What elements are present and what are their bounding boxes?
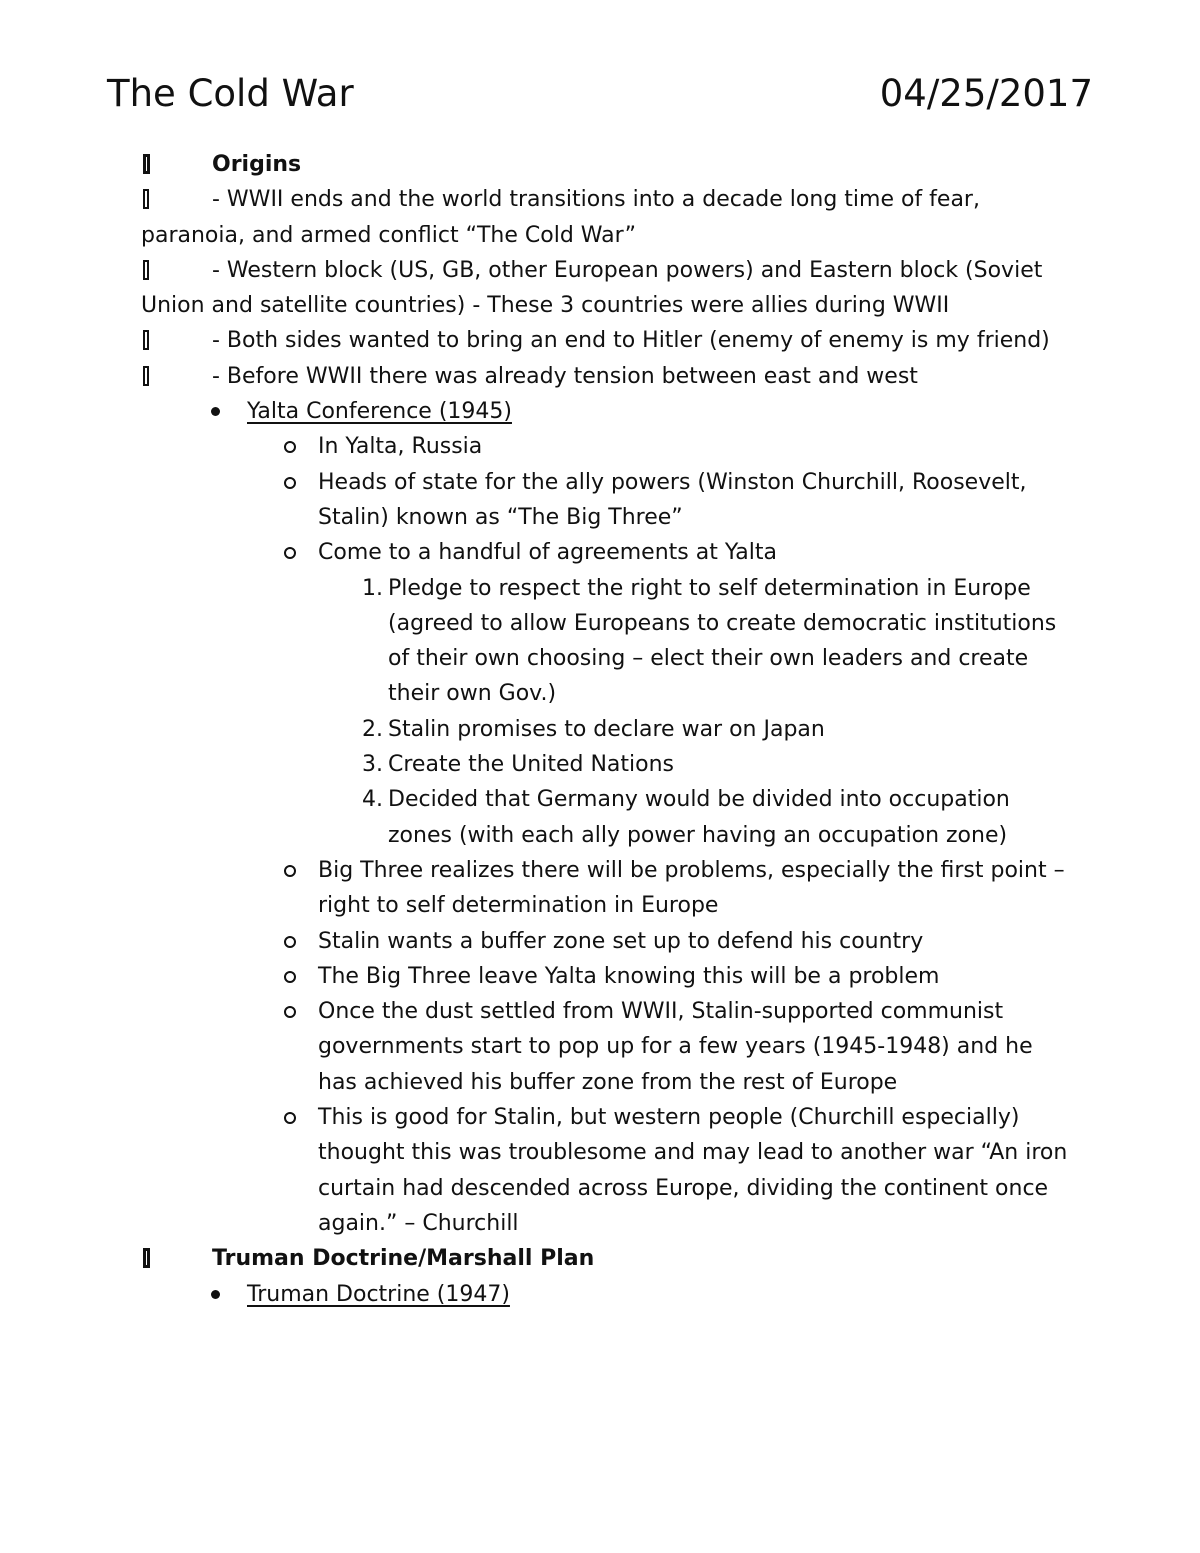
numbered-item-text: Create the United Nations [388, 752, 675, 778]
sub-point [141, 465, 1076, 536]
note-line [141, 323, 1076, 358]
sub-point [141, 1100, 1076, 1241]
item-number: 1. [362, 575, 383, 601]
checkbox-bullet-icon [141, 182, 153, 217]
numbered-item-text: Pledge to respect the right to self determination in Europe (agreed to allow Europeans to create democratic institutions of their own choosing – elect their own leaders and create their own Gov.) [388, 575, 1057, 707]
checkbox-bullet-icon [141, 147, 153, 182]
numbered-item-text: Stalin promises to declare war on Japan [388, 716, 825, 742]
topic-yalta-conference [141, 394, 1076, 429]
filled-bullet-icon [211, 1290, 220, 1299]
numbered-item [141, 571, 1076, 712]
checkbox-bullet-icon [141, 253, 153, 288]
page-date: 04/25/2017 [879, 72, 1093, 115]
sub-point-text: In Yalta, Russia [318, 434, 483, 460]
section-heading-truman-marshall [141, 1241, 1076, 1276]
numbered-item [141, 747, 1076, 782]
checkbox-bullet-icon [141, 359, 153, 394]
note-line [141, 182, 1076, 253]
numbered-item [141, 712, 1076, 747]
sub-point-text: Once the dust settled from WWII, Stalin-supported communist governments start to pop up for a few years (1945-1948) and he has achieved his buffer zone from the rest of Europe [318, 999, 1033, 1095]
checkbox-bullet-icon [141, 323, 153, 358]
sub-point-text: This is good for Stalin, but western people (Churchill especially) thought this was troublesome and may lead to another war “An iron curtain had descended across Europe, dividing the continent once again.” – Churchill [318, 1105, 1068, 1236]
sub-point-text: The Big Three leave Yalta knowing this will be a problem [318, 963, 940, 989]
numbered-item [141, 782, 1076, 853]
topic-title: Truman Doctrine (1947) [247, 1281, 510, 1307]
note-line [141, 253, 1076, 324]
hollow-bullet-icon [284, 441, 296, 453]
note-line [141, 359, 1076, 394]
topic-title: Yalta Conference (1945) [247, 399, 512, 425]
page-title: The Cold War [107, 72, 354, 115]
filled-bullet-icon [211, 407, 220, 416]
sub-point [141, 535, 1076, 570]
hollow-bullet-icon [284, 865, 296, 877]
sub-point-text: Big Three realizes there will be problems, especially the first point – right to self determination in Europe [318, 857, 1065, 919]
topic-truman-doctrine [141, 1277, 1076, 1312]
hollow-bullet-icon [284, 971, 296, 983]
numbered-item-text: Decided that Germany would be divided into occupation zones (with each ally power having an occupation zone) [388, 787, 1010, 848]
note-text: - Western block (US, GB, other European powers) and Eastern block (Soviet Union and satellite countries) - These 3 countries were allies during WWII [141, 257, 1043, 319]
section-heading-origins [141, 147, 1076, 182]
section-heading-text: Truman Doctrine/Marshall Plan [212, 1246, 595, 1272]
note-text: - Before WWII there was already tension between east and west [212, 363, 918, 389]
hollow-bullet-icon [284, 1006, 296, 1018]
sub-point [141, 959, 1076, 994]
sub-point-text: Heads of state for the ally powers (Winston Churchill, Roosevelt, Stalin) known as “The Big Three” [318, 469, 1027, 530]
sub-point [141, 429, 1076, 464]
hollow-bullet-icon [284, 936, 296, 948]
notes-body [141, 147, 1076, 1312]
sub-point-text: Stalin wants a buffer zone set up to defend his country [318, 928, 924, 954]
sub-point-text: Come to a handful of agreements at Yalta [318, 540, 777, 566]
section-heading-text: Origins [212, 152, 302, 177]
checkbox-bullet-icon [141, 1241, 153, 1276]
sub-point [141, 853, 1076, 924]
item-number: 3. [362, 752, 383, 778]
sub-point [141, 994, 1076, 1100]
hollow-bullet-icon [284, 1112, 296, 1124]
note-text: - WWII ends and the world transitions into a decade long time of fear, paranoia, and armed conflict “The Cold War” [141, 187, 980, 248]
hollow-bullet-icon [284, 477, 296, 489]
sub-point [141, 924, 1076, 959]
item-number: 2. [362, 716, 383, 742]
hollow-bullet-icon [284, 547, 296, 559]
item-number: 4. [362, 787, 383, 813]
note-text: - Both sides wanted to bring an end to Hitler (enemy of enemy is my friend) [212, 328, 1050, 354]
